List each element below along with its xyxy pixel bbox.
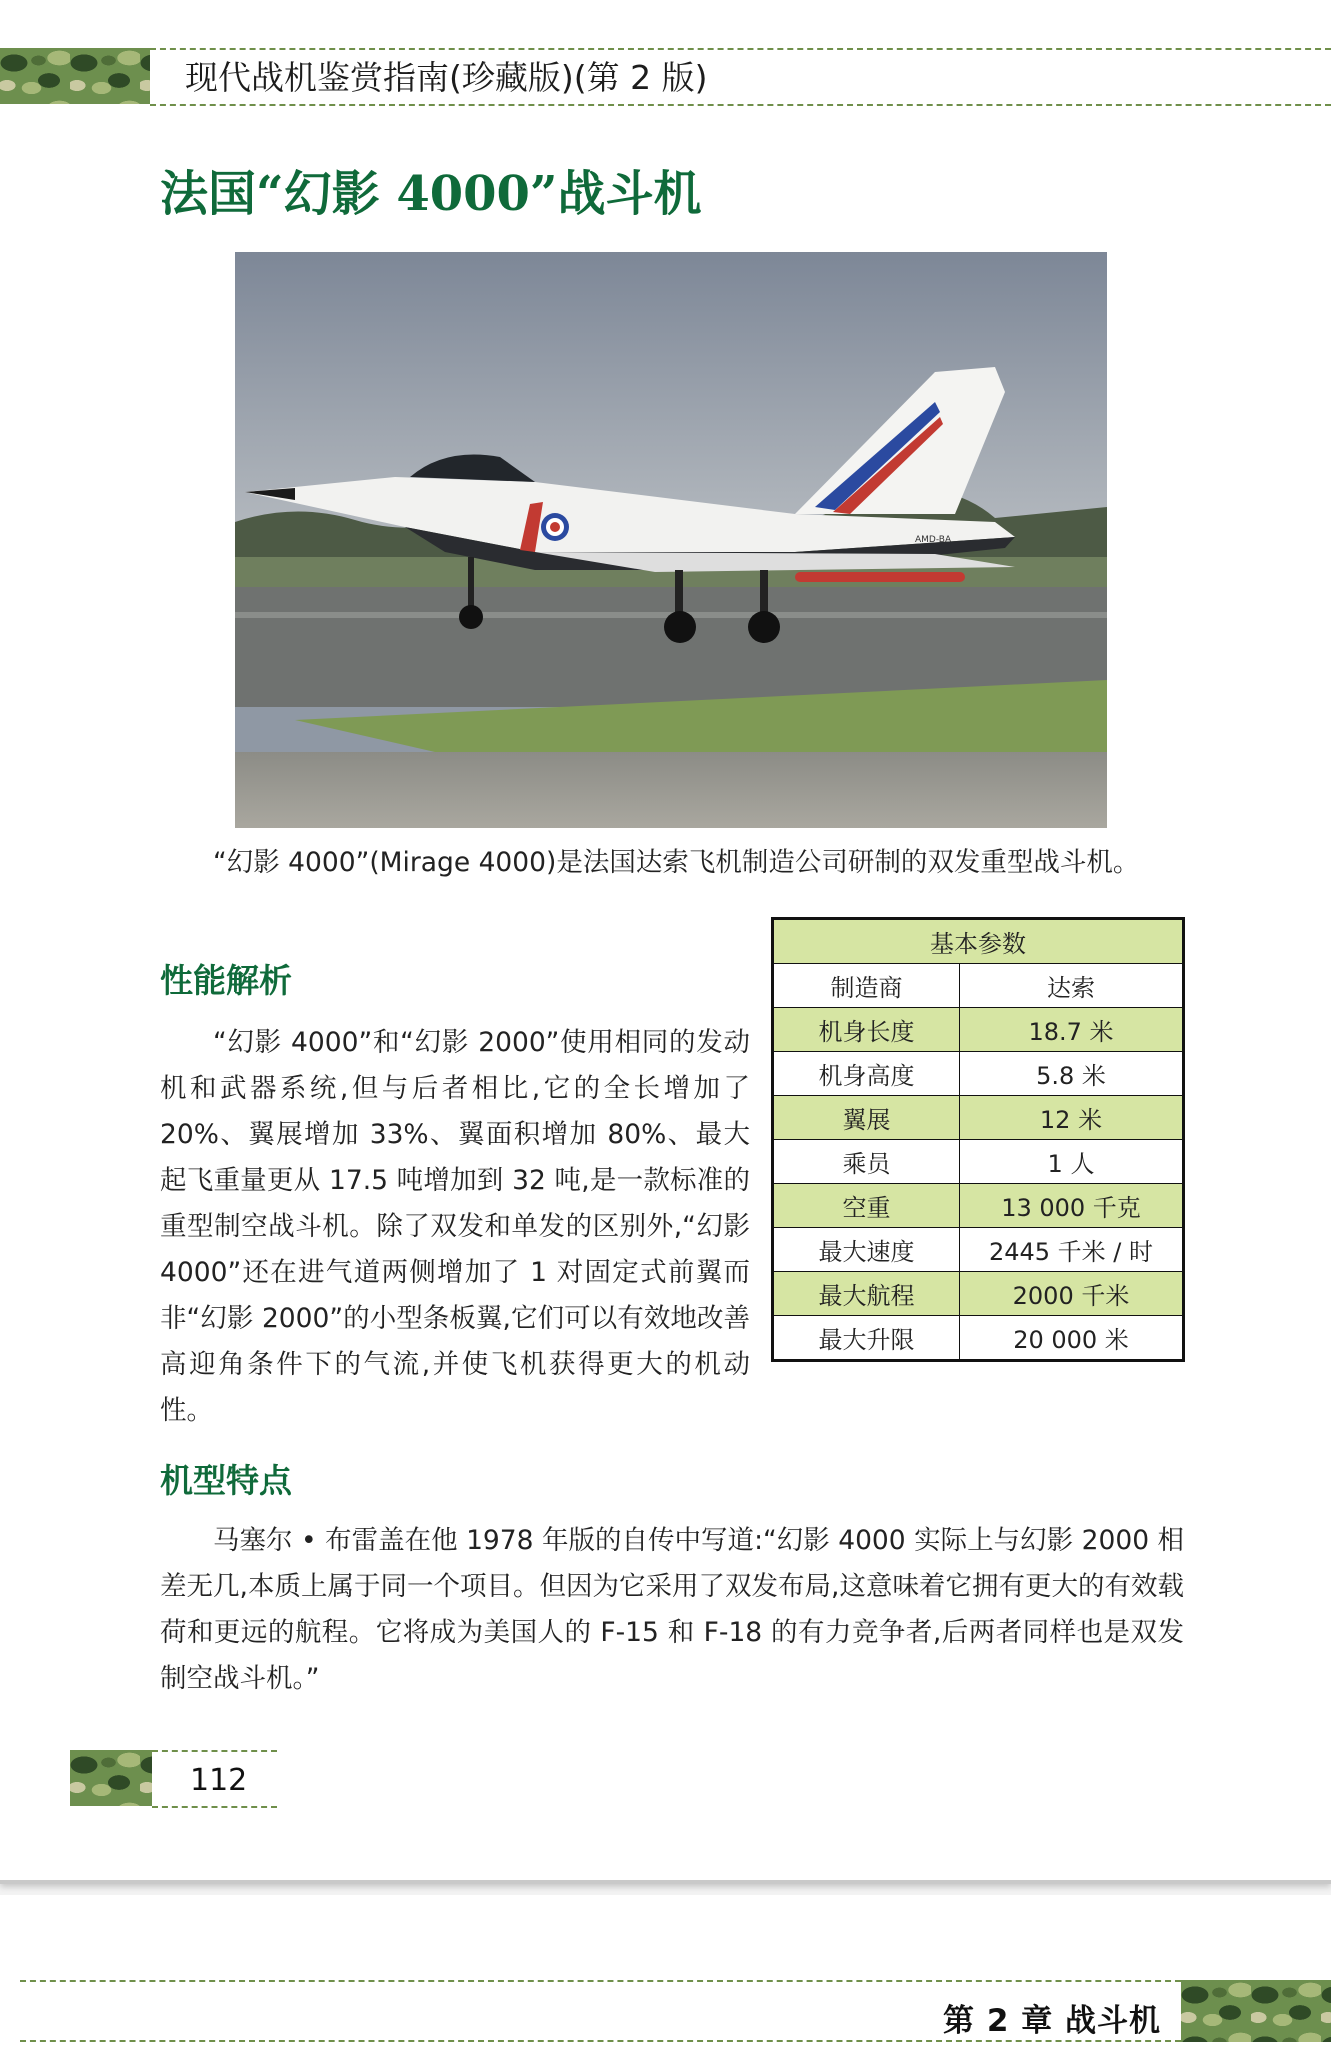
spec-label: 机身高度 — [773, 1052, 960, 1096]
spec-label: 机身长度 — [773, 1008, 960, 1052]
spec-table-title: 基本参数 — [773, 919, 1184, 964]
spec-value: 18.7 米 — [960, 1008, 1184, 1052]
table-row — [773, 1140, 1184, 1184]
aircraft-photo-illustration — [235, 252, 1107, 828]
spec-label: 空重 — [773, 1184, 960, 1228]
aircraft-marking-text: AMD-BA — [915, 535, 952, 545]
table-row — [773, 964, 1184, 1008]
article-title: 法国“幻影 4000”战斗机 — [160, 166, 702, 222]
camo-header-block — [0, 48, 150, 104]
performance-text: “幻影 4000”和“幻影 2000”使用相同的发动机和武器系统,但与后者相比,它的全长增加了 20%、翼展增加 33%、翼面积增加 80%、最大起飞重量更从 17.5 吨增加到 32 吨,是一款标准的重型制空战斗机。除了双发和单发的区别外,“幻影 4000”还在进气道两侧增加了 1 对固定式前翼而非“幻影 2000”的小型条板翼,它们可以有效地改善高迎角条件下的气流,并使飞机获得更大的机动性。 — [160, 1027, 750, 1426]
page-number: 112 — [190, 1763, 248, 1798]
chapter-top-rule — [20, 1980, 1181, 1982]
table-row — [773, 1008, 1184, 1052]
table-row — [773, 1228, 1184, 1272]
aircraft-photo — [235, 252, 1107, 828]
section-heading-features: 机型特点 — [160, 1461, 292, 1500]
spec-value: 5.8 米 — [960, 1052, 1184, 1096]
camo-footer-block — [70, 1750, 152, 1806]
footer-top-rule — [152, 1750, 277, 1752]
spec-value: 1 人 — [960, 1140, 1184, 1184]
table-row — [773, 1052, 1184, 1096]
spec-value: 2000 千米 — [960, 1272, 1184, 1316]
spec-value: 2445 千米 / 时 — [960, 1228, 1184, 1272]
header-top-rule — [150, 48, 1331, 50]
spec-label: 最大速度 — [773, 1228, 960, 1272]
spec-value: 12 米 — [960, 1096, 1184, 1140]
book-title: 现代战机鉴赏指南(珍藏版)(第 2 版) — [185, 58, 708, 97]
spec-label: 翼展 — [773, 1096, 960, 1140]
section-heading-performance: 性能解析 — [160, 961, 292, 1000]
features-paragraph — [160, 1518, 1184, 1702]
table-row — [773, 1272, 1184, 1316]
features-text: 马塞尔 • 布雷盖在他 1978 年版的自传中写道:“幻影 4000 实际上与幻影 2000 相差无几,本质上属于同一个项目。但因为它采用了双发布局,这意味着它拥有更大的有效载荷和更远的航程。它将成为美国人的 F-15 和 F-18 的有力竞争者,后两者同样也是双发制空战斗机。” — [160, 1525, 1184, 1694]
chapter-label: 第 2 章 战斗机 — [943, 2003, 1161, 2039]
header-bottom-rule — [150, 104, 1331, 106]
spec-value: 20 000 米 — [960, 1316, 1184, 1361]
table-row — [773, 1096, 1184, 1140]
footer-bottom-rule — [152, 1806, 277, 1808]
spec-label: 制造商 — [773, 964, 960, 1008]
intro-paragraph — [160, 840, 1184, 886]
table-row — [773, 1184, 1184, 1228]
table-row — [773, 1316, 1184, 1361]
spec-label: 最大升限 — [773, 1316, 960, 1361]
spec-table — [771, 917, 1185, 1362]
spec-value: 13 000 千克 — [960, 1184, 1184, 1228]
chapter-bottom-rule — [20, 2040, 1181, 2042]
spec-label: 乘员 — [773, 1140, 960, 1184]
spec-label: 最大航程 — [773, 1272, 960, 1316]
camo-chapter-block — [1181, 1980, 1331, 2042]
intro-text: “幻影 4000”(Mirage 4000)是法国达索飞机制造公司研制的双发重型战斗机。 — [213, 847, 1140, 878]
spec-value: 达索 — [960, 964, 1184, 1008]
performance-paragraph — [160, 1020, 750, 1434]
